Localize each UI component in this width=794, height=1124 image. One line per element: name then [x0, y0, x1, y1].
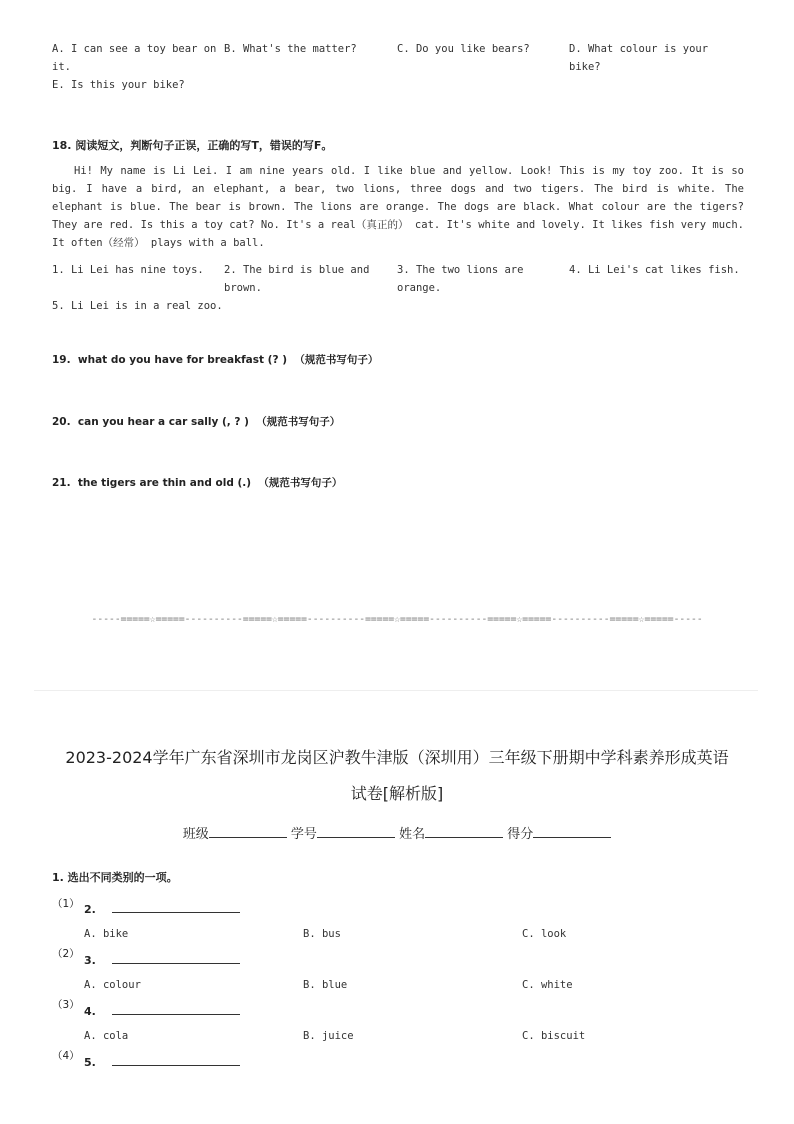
- subq3-line: [84, 1004, 240, 1018]
- section-divider: -----=====☆=====----------=====☆=====----------=====☆=====----------=====☆=====----------=====☆=====-----: [91, 614, 703, 625]
- subq4-number: 5.: [84, 1056, 96, 1069]
- subq3-marker: （3）: [52, 999, 80, 1011]
- subq3-option-b: B. juice: [303, 1030, 354, 1042]
- subq1-option-a: A. bike: [84, 928, 129, 940]
- page-break: [34, 690, 758, 691]
- class-label: 班级: [182, 827, 209, 842]
- subq1-number: 2.: [84, 903, 96, 916]
- subq1-answer-blank[interactable]: [112, 902, 240, 913]
- subq1-option-c: C. look: [522, 928, 567, 940]
- subq2-option-a: A. colour: [84, 979, 141, 991]
- student-number-label: 学号: [290, 827, 317, 842]
- exam-title-line1: 2023-2024学年广东省深圳市龙岗区沪教牛津版（深圳用）三年级下册期中学科素养形成英语: [65, 748, 729, 767]
- q19-prompt: 19. what do you have for breakfast (? ) （规范书写句子）: [52, 354, 379, 366]
- q17-option-c: C. Do you like bears?: [397, 43, 530, 55]
- q18-statement-4: 4. Li Lei's cat likes fish.: [569, 264, 740, 276]
- q18-heading: 18. 阅读短文，判断句子正误，正确的写T，错误的写F。: [52, 139, 333, 152]
- subq3-number: 4.: [84, 1005, 96, 1018]
- q20-prompt: 20. can you hear a car sally (, ? ) （规范书写句子）: [52, 416, 341, 428]
- subq2-line: [84, 953, 240, 967]
- subq2-option-c: C. white: [522, 979, 573, 991]
- section1-heading: 1. 选出不同类别的一项。: [52, 871, 178, 884]
- name-field[interactable]: [425, 825, 503, 838]
- score-field[interactable]: [533, 825, 611, 838]
- q17-option-b: B. What's the matter?: [224, 43, 357, 55]
- q17-option-a: A. I can see a toy bear on it.: [52, 43, 217, 73]
- subq3-answer-blank[interactable]: [112, 1004, 240, 1015]
- q18-passage: Hi! My name is Li Lei. I am nine years old. I like blue and yellow. Look! This is my toy zoo. It is so big. I have a bird, an elephant, a bear, two lions, three dogs and two tigers. The bird is white. The elephant is blue. The bear is brown. The lions are orange. The dogs are black. What colour are the tigers? They are red. Is this a toy cat? No. It's a real（真正的） cat. It's white and lovely. It likes fish very much. It often（经常） plays with a ball.: [52, 165, 744, 249]
- q18-statement-2: 2. The bird is blue and brown.: [224, 264, 370, 294]
- q18-statement-1: 1. Li Lei has nine toys.: [52, 264, 204, 276]
- subq1-option-b: B. bus: [303, 928, 341, 940]
- q17-option-e: E. Is this your bike?: [52, 79, 185, 91]
- subq4-line: [84, 1055, 240, 1069]
- name-label: 姓名: [399, 827, 426, 842]
- subq1-line: [84, 902, 240, 916]
- subq2-number: 3.: [84, 954, 96, 967]
- q18-statement-3: 3. The two lions are orange.: [397, 264, 524, 294]
- class-field[interactable]: [209, 825, 287, 838]
- subq2-option-b: B. blue: [303, 979, 348, 991]
- subq1-marker: （1）: [52, 898, 80, 910]
- q17-option-d: D. What colour is your bike?: [569, 43, 709, 73]
- subq2-marker: （2）: [52, 948, 80, 960]
- student-number-field[interactable]: [317, 825, 395, 838]
- subq3-option-a: A. cola: [84, 1030, 129, 1042]
- q18-statement-5: 5. Li Lei is in a real zoo.: [52, 300, 223, 312]
- subq3-option-c: C. biscuit: [522, 1030, 586, 1042]
- student-info-line: [0, 823, 794, 842]
- score-label: 得分: [507, 827, 534, 842]
- subq4-marker: （4）: [52, 1050, 80, 1062]
- exam-title-line2: 试卷[解析版]: [350, 784, 444, 803]
- subq4-answer-blank[interactable]: [112, 1055, 240, 1066]
- subq2-answer-blank[interactable]: [112, 953, 240, 964]
- q21-prompt: 21. the tigers are thin and old (.) （规范书写句子）: [52, 477, 343, 489]
